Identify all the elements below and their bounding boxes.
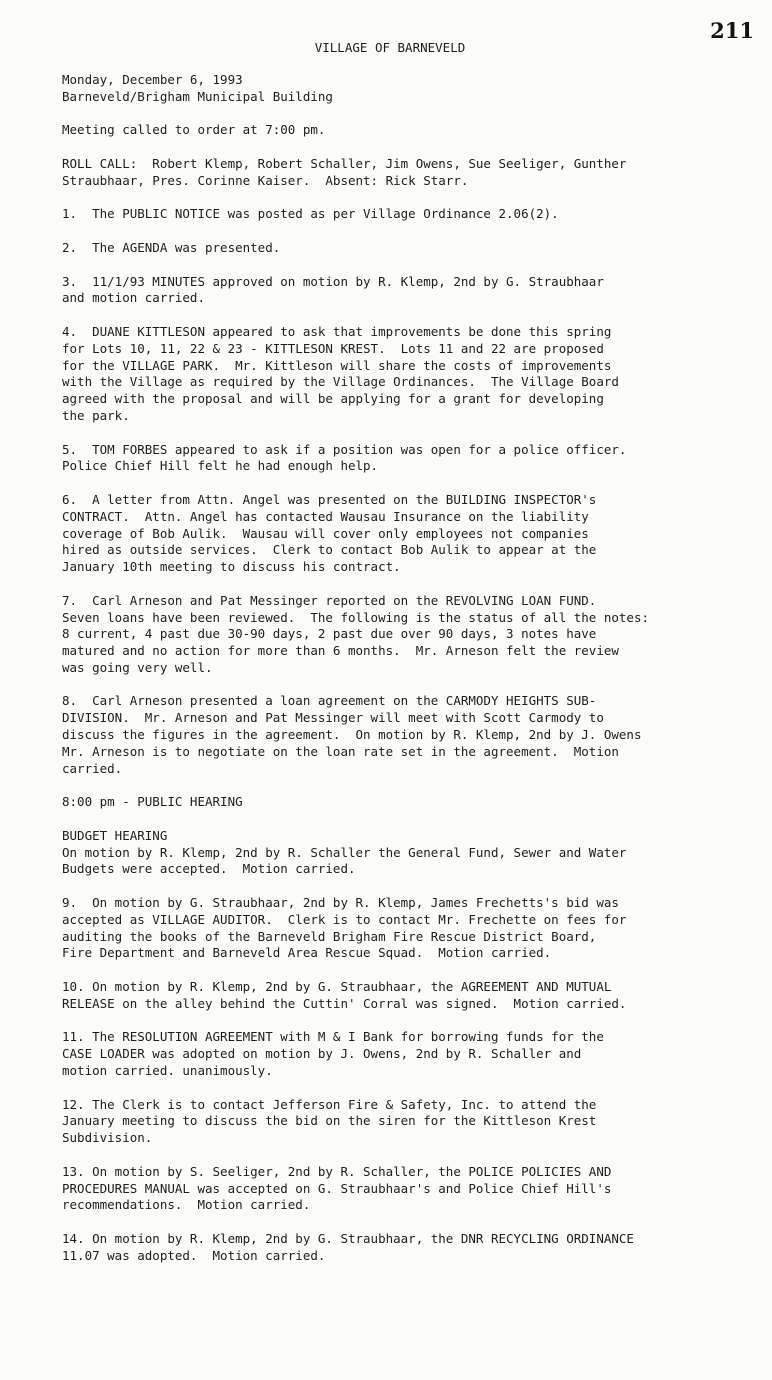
minutes-paragraph xyxy=(62,492,762,576)
text-line: 8 current, 4 past due 30-90 days, 2 past due over 90 days, 3 notes have xyxy=(62,626,597,642)
text-line: Budgets were accepted. Motion carried. xyxy=(62,861,356,877)
text-line: auditing the books of the Barneveld Brigham Fire Rescue District Board, xyxy=(62,928,597,944)
minutes-paragraph xyxy=(62,442,762,476)
text-line: Subdivision. xyxy=(62,1130,153,1146)
text-line: 1. The PUBLIC NOTICE was posted as per Village Ordinance 2.06(2). xyxy=(62,206,559,222)
paragraph-gap xyxy=(62,106,762,123)
minutes-paragraph xyxy=(62,72,762,106)
text-line: 3. 11/1/93 MINUTES approved on motion by R. Klemp, 2nd by G. Straubhaar xyxy=(62,273,604,289)
paragraph-gap xyxy=(62,139,762,156)
paragraph-gap xyxy=(62,811,762,828)
text-line: On motion by R. Klemp, 2nd by R. Schaller the General Fund, Sewer and Water xyxy=(62,844,627,860)
text-line: 5. TOM FORBES appeared to ask if a position was open for a police officer. xyxy=(62,441,627,457)
paragraph-gap xyxy=(62,257,762,274)
minutes-paragraph xyxy=(62,593,762,677)
text-line: 8. Carl Arneson presented a loan agreement on the CARMODY HEIGHTS SUB- xyxy=(62,693,597,709)
text-line: January meeting to discuss the bid on the siren for the Kittleson Krest xyxy=(62,1113,597,1129)
text-line: Meeting called to order at 7:00 pm. xyxy=(62,122,326,138)
text-line: 2. The AGENDA was presented. xyxy=(62,239,281,255)
minutes-paragraph xyxy=(62,156,762,190)
text-line: the park. xyxy=(62,407,130,423)
paragraph-gap xyxy=(62,878,762,895)
text-line: coverage of Bob Aulik. Wausau will cover only employees not companies xyxy=(62,525,589,541)
text-line: CONTRACT. Attn. Angel has contacted Wausau Insurance on the liability xyxy=(62,508,589,524)
minutes-paragraph xyxy=(62,1164,762,1214)
text-line: January 10th meeting to discuss his contract. xyxy=(62,559,401,575)
paragraph-gap xyxy=(62,1013,762,1030)
paragraph-gap xyxy=(62,1147,762,1164)
text-line: 12. The Clerk is to contact Jefferson Fire & Safety, Inc. to attend the xyxy=(62,1096,597,1112)
text-line: BUDGET HEARING xyxy=(62,827,168,843)
text-line: Barneveld/Brigham Municipal Building xyxy=(62,88,333,104)
text-line: accepted as VILLAGE AUDITOR. Clerk is to contact Mr. Frechette on fees for xyxy=(62,911,627,927)
text-line: Fire Department and Barneveld Area Rescue Squad. Motion carried. xyxy=(62,945,552,961)
minutes-paragraph xyxy=(62,324,762,425)
text-line: with the Village as required by the Village Ordinances. The Village Board xyxy=(62,374,619,390)
text-line: 11. The RESOLUTION AGREEMENT with M & I Bank for borrowing funds for the xyxy=(62,1029,604,1045)
text-line: 14. On motion by R. Klemp, 2nd by G. Straubhaar, the DNR RECYCLING ORDINANCE xyxy=(62,1230,634,1246)
paragraph-gap xyxy=(62,425,762,442)
text-line: discuss the figures in the agreement. On motion by R. Klemp, 2nd by J. Owens xyxy=(62,727,642,743)
paragraph-gap xyxy=(62,777,762,794)
minutes-paragraph xyxy=(62,1029,762,1079)
text-line: Police Chief Hill felt he had enough help. xyxy=(62,458,379,474)
text-line: 6. A letter from Attn. Angel was presented on the BUILDING INSPECTOR's xyxy=(62,491,597,507)
minutes-paragraph xyxy=(62,240,762,257)
minutes-paragraph xyxy=(62,693,762,777)
minutes-paragraph xyxy=(62,794,762,811)
paragraph-gap xyxy=(62,190,762,207)
document-header: VILLAGE OF BARNEVELD xyxy=(314,40,466,55)
text-line: 9. On motion by G. Straubhaar, 2nd by R. Klemp, James Frechetts's bid was xyxy=(62,895,619,911)
minutes-paragraph xyxy=(62,274,762,308)
text-line: was going very well. xyxy=(62,659,213,675)
paragraph-gap xyxy=(62,1080,762,1097)
text-line: recommendations. Motion carried. xyxy=(62,1197,311,1213)
text-line: motion carried. unanimously. xyxy=(62,1063,273,1079)
minutes-paragraph xyxy=(62,979,762,1013)
page-number: 211 xyxy=(710,18,754,43)
text-line: 11.07 was adopted. Motion carried. xyxy=(62,1247,326,1263)
text-line: 7. Carl Arneson and Pat Messinger reported on the REVOLVING LOAN FUND. xyxy=(62,592,597,608)
text-line: for Lots 10, 11, 22 & 23 - KITTLESON KREST. Lots 11 and 22 are proposed xyxy=(62,340,604,356)
text-line: 10. On motion by R. Klemp, 2nd by G. Straubhaar, the AGREEMENT AND MUTUAL xyxy=(62,979,612,995)
paragraph-gap xyxy=(62,307,762,324)
paragraph-gap xyxy=(62,475,762,492)
paragraph-gap xyxy=(62,1214,762,1231)
text-line: CASE LOADER was adopted on motion by J. Owens, 2nd by R. Schaller and xyxy=(62,1046,582,1062)
paragraph-gap xyxy=(62,677,762,694)
minutes-paragraph xyxy=(62,828,762,878)
minutes-paragraph xyxy=(62,895,762,962)
text-line: PROCEDURES MANUAL was accepted on G. Straubhaar's and Police Chief Hill's xyxy=(62,1180,612,1196)
text-line: RELEASE on the alley behind the Cuttin' Corral was signed. Motion carried. xyxy=(62,995,627,1011)
minutes-body xyxy=(62,72,762,1265)
text-line: carried. xyxy=(62,760,123,776)
minutes-paragraph xyxy=(62,122,762,139)
text-line: for the VILLAGE PARK. Mr. Kittleson will share the costs of improvements xyxy=(62,357,612,373)
text-line: matured and no action for more than 6 months. Mr. Arneson felt the review xyxy=(62,643,619,659)
text-line: 4. DUANE KITTLESON appeared to ask that improvements be done this spring xyxy=(62,323,612,339)
text-line: 8:00 pm - PUBLIC HEARING xyxy=(62,794,243,810)
paragraph-gap xyxy=(62,223,762,240)
text-line: DIVISION. Mr. Arneson and Pat Messinger will meet with Scott Carmody to xyxy=(62,710,604,726)
text-line: agreed with the proposal and will be applying for a grant for developing xyxy=(62,391,604,407)
text-line: Seven loans have been reviewed. The following is the status of all the notes: xyxy=(62,609,649,625)
text-line: 13. On motion by S. Seeliger, 2nd by R. Schaller, the POLICE POLICIES AND xyxy=(62,1163,612,1179)
paragraph-gap xyxy=(62,962,762,979)
text-line: Monday, December 6, 1993 xyxy=(62,72,243,87)
text-line: ROLL CALL: Robert Klemp, Robert Schaller, Jim Owens, Sue Seeliger, Gunther xyxy=(62,155,627,171)
text-line: Mr. Arneson is to negotiate on the loan rate set in the agreement. Motion xyxy=(62,743,619,759)
text-line: and motion carried. xyxy=(62,290,205,306)
paragraph-gap xyxy=(62,576,762,593)
minutes-paragraph xyxy=(62,1097,762,1147)
text-line: Straubhaar, Pres. Corinne Kaiser. Absent: Rick Starr. xyxy=(62,172,469,188)
minutes-paragraph xyxy=(62,206,762,223)
minutes-paragraph xyxy=(62,1231,762,1265)
text-line: hired as outside services. Clerk to contact Bob Aulik to appear at the xyxy=(62,542,597,558)
